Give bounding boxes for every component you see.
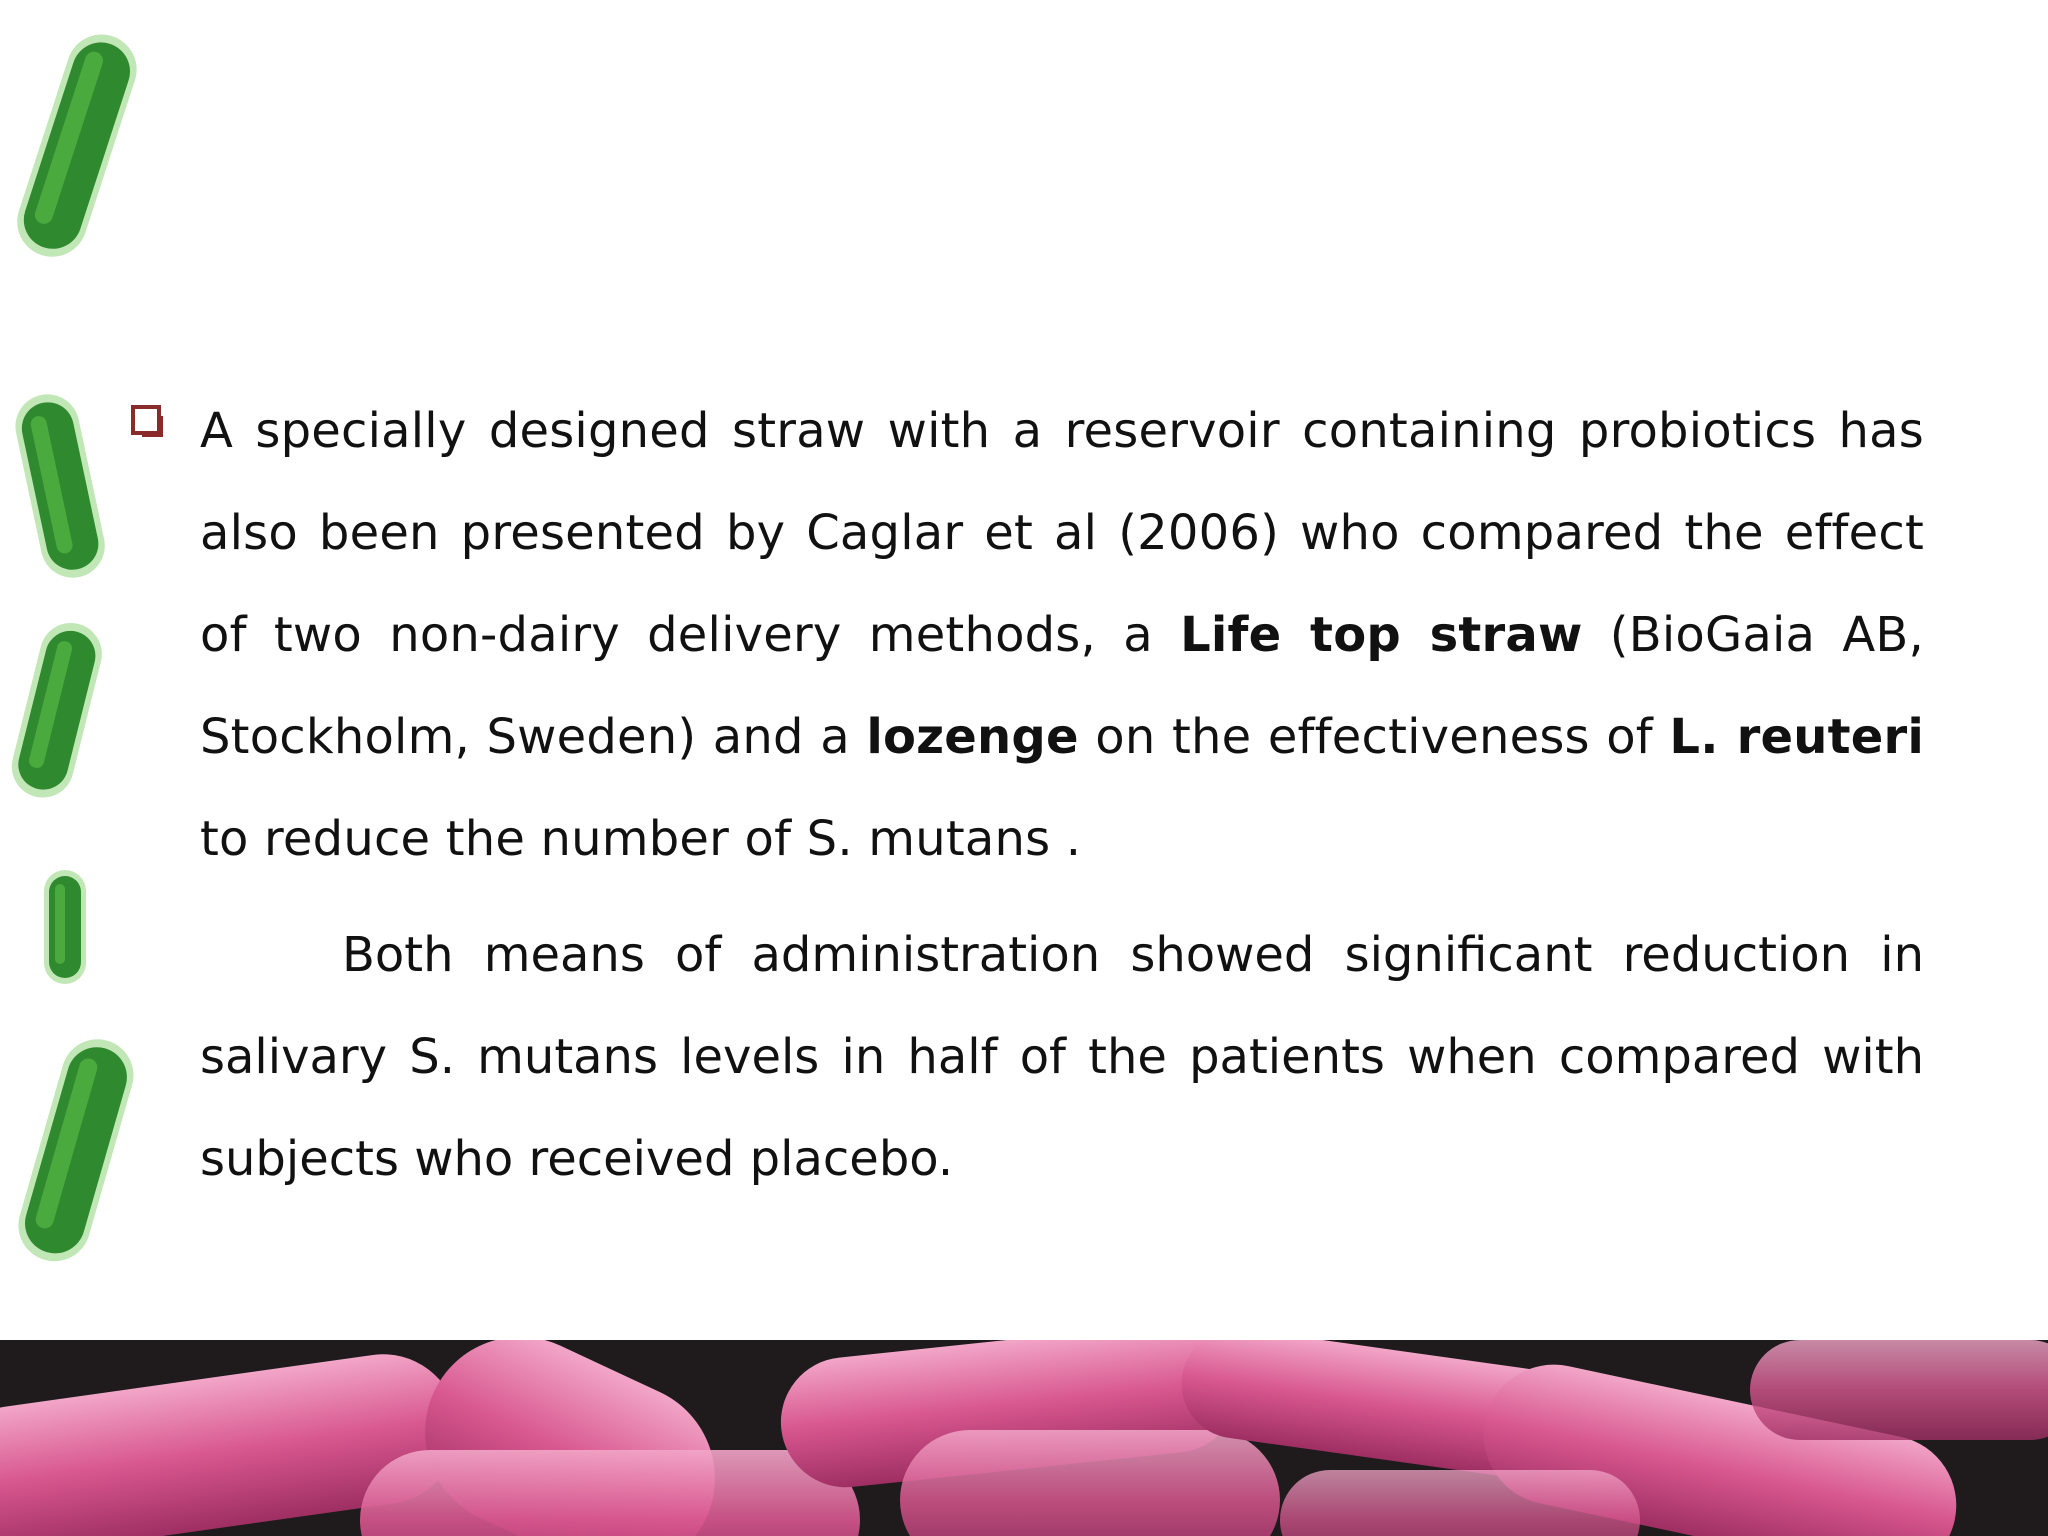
bold-lozenge: lozenge [866,709,1079,765]
bacterium-icon [0,380,130,590]
text-segment: (BioGaia AB, Stockholm, Sweden) and a [200,607,1924,765]
bacterium-icon [0,610,120,810]
bacterium-icon [20,862,110,992]
bacterium-icon [0,1020,150,1280]
text-segment: on the effectiveness of [1078,709,1670,765]
bold-life-top-straw: Life top straw [1180,607,1583,663]
slide-body [200,380,1924,1210]
bacterium-icon [0,10,150,280]
text-segment: to reduce the number of S. mutans . [200,811,1082,867]
bold-l-reuteri: L. reuteri [1669,709,1925,765]
hollow-square-bullet-icon [130,404,164,438]
pink-bacteria-banner-image [0,1340,2048,1536]
text-segment: A specially designed straw with a reservoir containing probiotics has also been presented by Caglar et al (2006) who compared the effect of two non-dairy delivery methods, a [200,403,1924,663]
bullet-paragraph [200,380,1924,890]
second-paragraph: Both means of administration showed significant reduction in salivary S. mutans levels in half of the patients when compared with subjects who received placebo. [200,927,1924,1187]
